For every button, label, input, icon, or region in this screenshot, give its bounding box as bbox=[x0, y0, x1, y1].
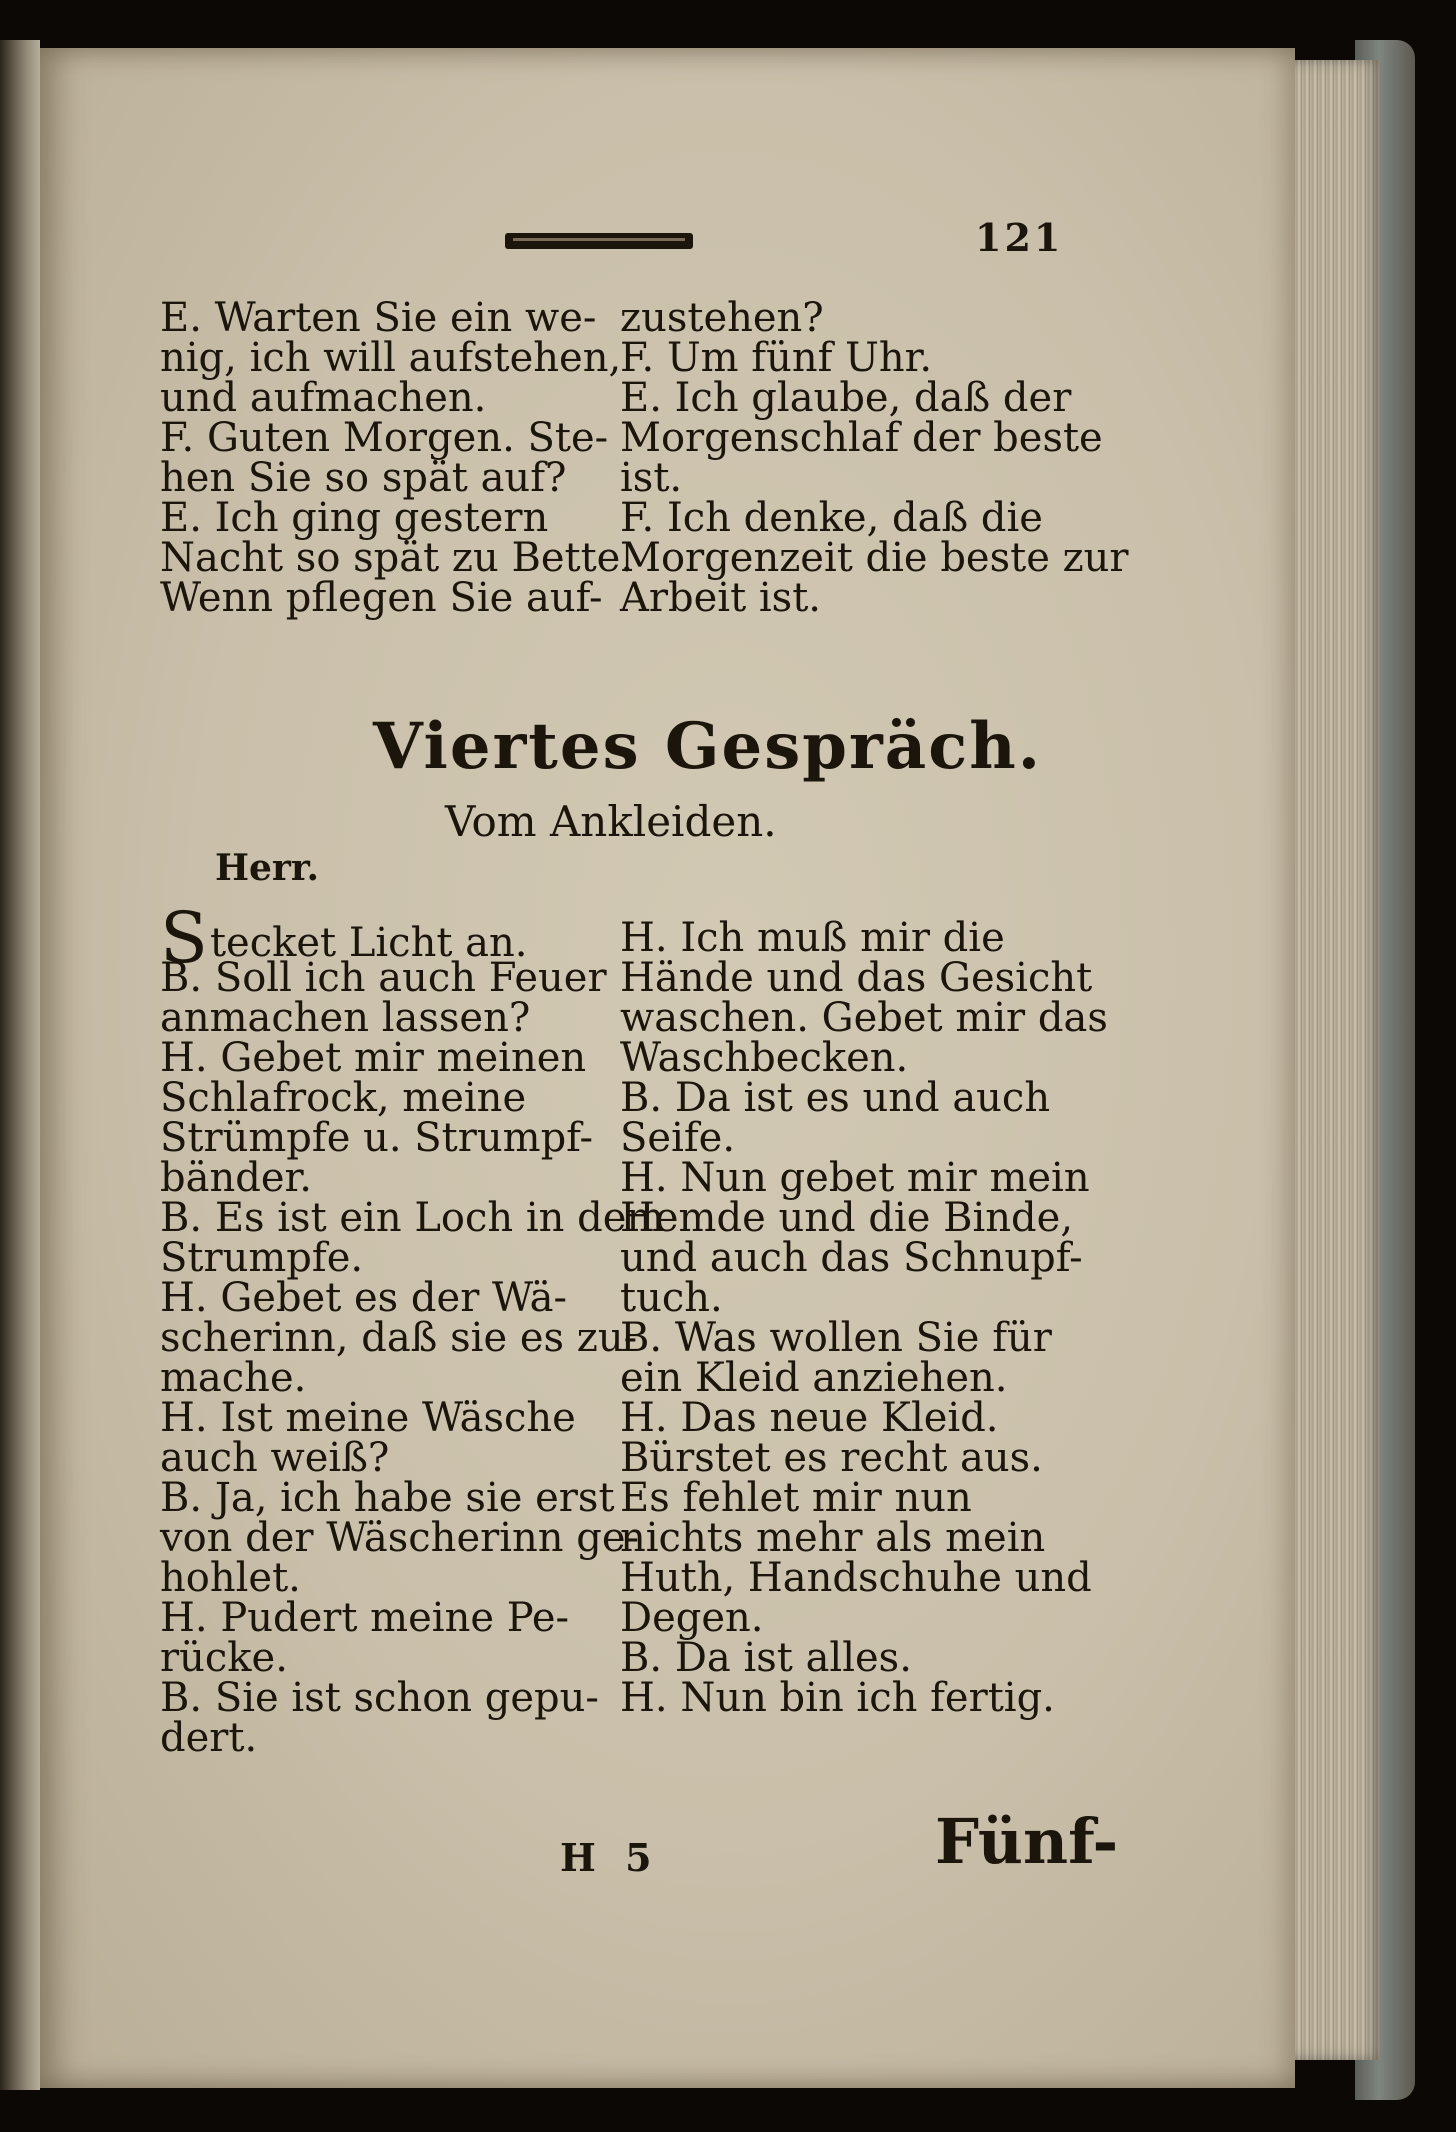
text-line: B. Es ist ein Loch in dem bbox=[160, 1195, 665, 1241]
text-line: B. Da ist alles. bbox=[620, 1635, 912, 1681]
text-line: auch weiß? bbox=[160, 1435, 390, 1481]
text-line: H. Pudert meine Pe- bbox=[160, 1595, 570, 1641]
page-number: 121 bbox=[975, 215, 1064, 260]
text-line: Degen. bbox=[620, 1595, 764, 1641]
text-line: E. Ich ging gestern bbox=[160, 495, 549, 541]
chapter-subheading: Vom Ankleiden. bbox=[445, 797, 777, 846]
text-line: Strümpfe u. Strumpf- bbox=[160, 1115, 594, 1161]
text-line: hohlet. bbox=[160, 1555, 301, 1601]
text-line: zustehen? bbox=[620, 295, 824, 341]
text-line: Nacht so spät zu Bette. bbox=[160, 535, 634, 581]
catchword: Fünf- bbox=[935, 1805, 1119, 1878]
text-line: B. Sie ist schon gepu- bbox=[160, 1675, 599, 1721]
text-line: nichts mehr als mein bbox=[620, 1515, 1046, 1561]
drop-cap: S bbox=[160, 897, 208, 979]
text-line: und auch das Schnupf- bbox=[620, 1235, 1083, 1281]
first-line-text: tecket Licht an. bbox=[209, 920, 528, 966]
text-line: von der Wäscherinn ge- bbox=[160, 1515, 640, 1561]
text-line: hen Sie so spät auf? bbox=[160, 455, 567, 501]
text-line: Hände und das Gesicht bbox=[620, 955, 1093, 1001]
text-line: rücke. bbox=[160, 1635, 288, 1681]
text-line: E. Ich glaube, daß der bbox=[620, 375, 1072, 421]
text-line: Waschbecken. bbox=[620, 1035, 909, 1081]
text-line: Seife. bbox=[620, 1115, 736, 1161]
text-line: Hemde und die Binde, bbox=[620, 1195, 1074, 1241]
text-line: H. Ich muß mir die bbox=[620, 915, 1005, 961]
text-line: ist. bbox=[620, 455, 683, 501]
text-line: B. Da ist es und auch bbox=[620, 1075, 1051, 1121]
text-line: E. Warten Sie ein we- bbox=[160, 295, 597, 341]
text-line: H. Das neue Kleid. bbox=[620, 1395, 999, 1441]
text-line: F. Ich denke, daß die bbox=[620, 495, 1043, 541]
text-line: B. Ja, ich habe sie erst bbox=[160, 1475, 615, 1521]
text-line: Huth, Handschuhe und bbox=[620, 1555, 1092, 1601]
text-line: F. Um fünf Uhr. bbox=[620, 335, 933, 381]
text-line: mache. bbox=[160, 1355, 307, 1401]
text-line: Morgenzeit die beste zur bbox=[620, 535, 1129, 581]
text-line: Morgenschlaf der beste bbox=[620, 415, 1103, 461]
text-line: scherinn, daß sie es zu- bbox=[160, 1315, 638, 1361]
text-line: H. Gebet es der Wä- bbox=[160, 1275, 568, 1321]
text-line: Wenn pflegen Sie auf- bbox=[160, 575, 603, 621]
text-line: B. Was wollen Sie für bbox=[620, 1315, 1052, 1361]
text-line: tuch. bbox=[620, 1275, 723, 1321]
text-line: ein Kleid anziehen. bbox=[620, 1355, 1008, 1401]
text-line: H. Gebet mir meinen bbox=[160, 1035, 587, 1081]
text-line: Es fehlet mir nun bbox=[620, 1475, 972, 1521]
text-line: dert. bbox=[160, 1715, 258, 1761]
text-line: H. Nun bin ich fertig. bbox=[620, 1675, 1055, 1721]
text-line: anmachen lassen? bbox=[160, 995, 531, 1041]
text-line: Strumpfe. bbox=[160, 1235, 364, 1281]
text-line: Bürstet es recht aus. bbox=[620, 1435, 1043, 1481]
text-line: H. Ist meine Wäsche bbox=[160, 1395, 576, 1441]
text-line: bänder. bbox=[160, 1155, 312, 1201]
speaker-label: Herr. bbox=[215, 847, 320, 889]
text-line: Schlafrock, meine bbox=[160, 1075, 527, 1121]
text-line: Arbeit ist. bbox=[620, 575, 821, 621]
text-line: und aufmachen. bbox=[160, 375, 487, 421]
text-line: B. Soll ich auch Feuer bbox=[160, 955, 607, 1001]
signature-mark: H 5 bbox=[560, 1835, 660, 1880]
book-spine-edge bbox=[0, 40, 40, 2090]
chapter-heading: Viertes Gespräch. bbox=[373, 709, 1042, 784]
text-line: waschen. Gebet mir das bbox=[620, 995, 1108, 1041]
text-line: nig, ich will aufstehen, bbox=[160, 335, 622, 381]
text-line: F. Guten Morgen. Ste- bbox=[160, 415, 609, 461]
text-line: H. Nun gebet mir mein bbox=[620, 1155, 1090, 1201]
header-rule bbox=[505, 233, 693, 249]
